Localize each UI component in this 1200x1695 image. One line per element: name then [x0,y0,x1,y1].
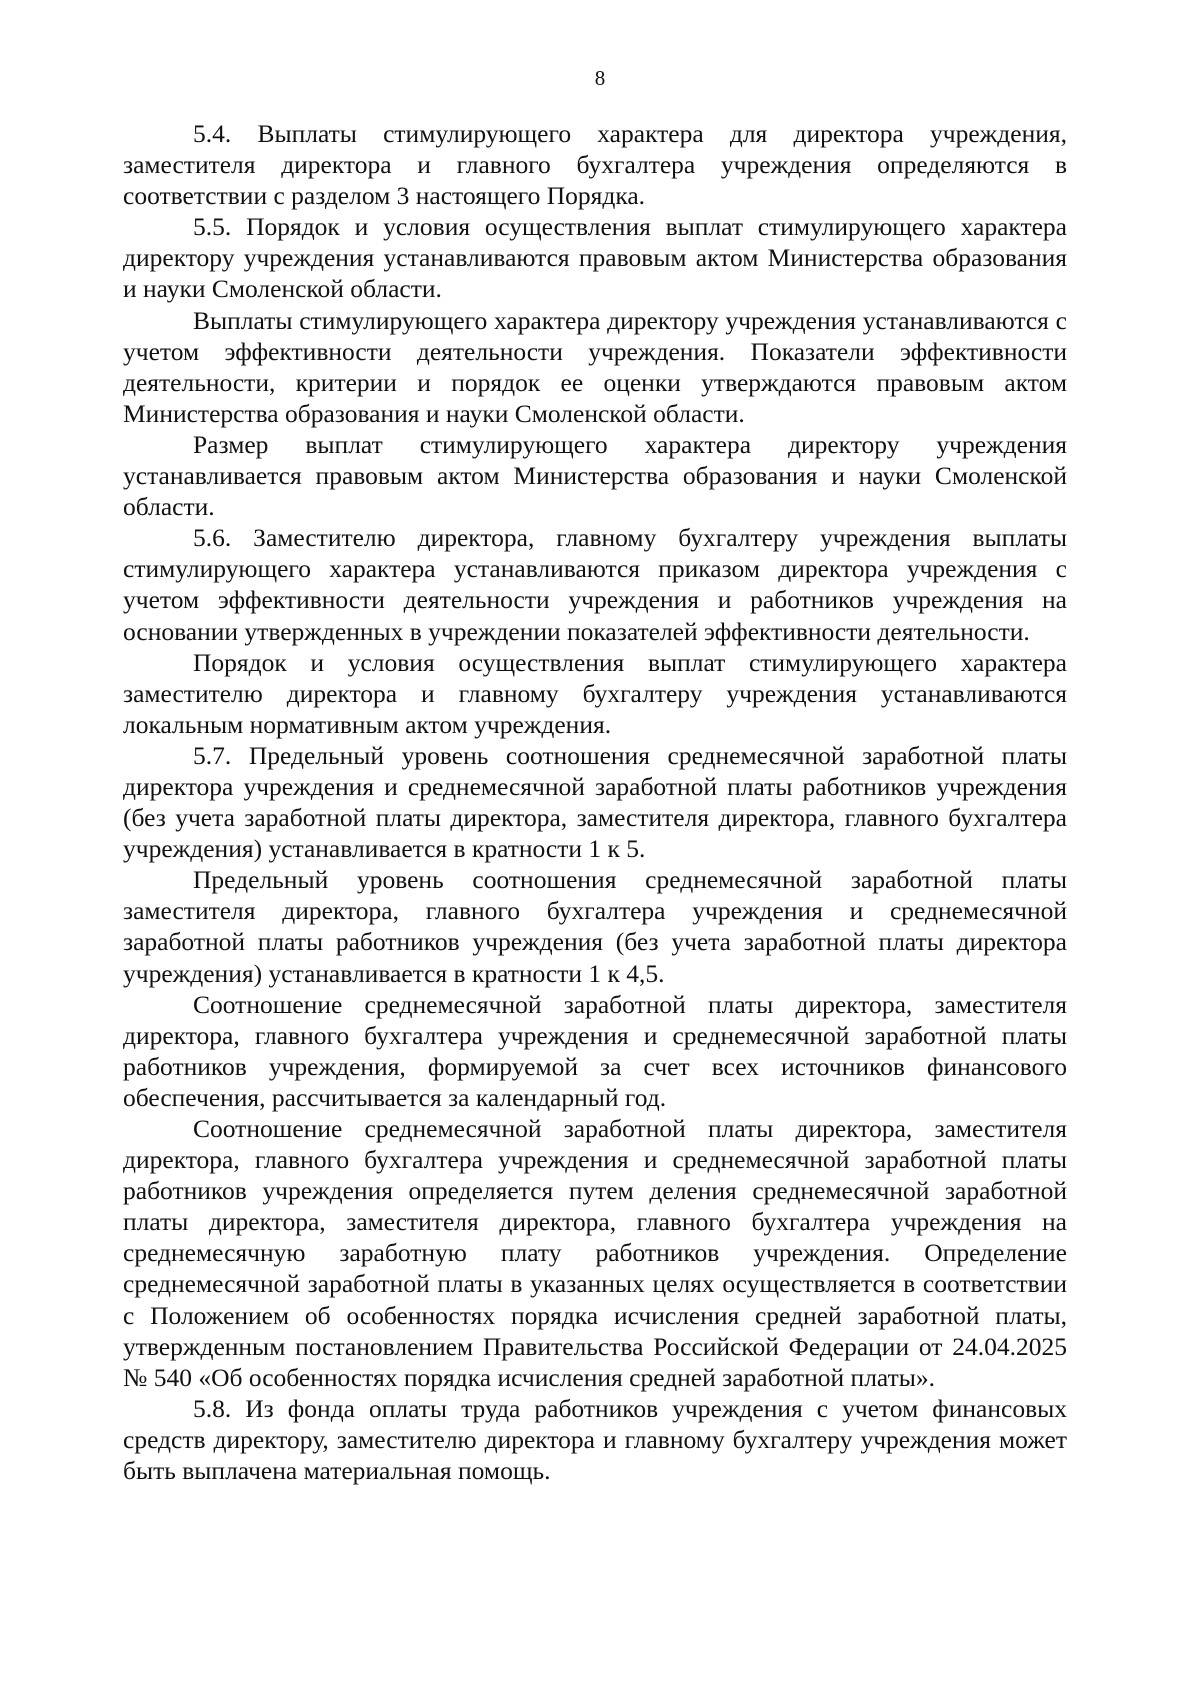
paragraph-5-7-ratio-method: Соотношение среднемесячной заработной платы директора, заместителя директора, главного бухгалтера учреждения и среднемесячной заработной платы работников учреждения определяется путем деления среднемесячной заработной платы директора, заместителя директора, главного бухгалтера учреждения на среднемесячную заработную плату работников учреждения. Определение среднемесячной заработной платы в указанных целях осуществляется в соответствии с Положением об особенностях порядка исчисления средней заработной платы, утвержденным постановлением Правительства Российской Федерации от 24.04.2025 № 540 «Об особенностях порядка исчисления средней заработной платы». [123,1114,1067,1392]
paragraph-5-6-procedure: Порядок и условия осуществления выплат стимулирующего характера заместителю директора и главному бухгалтеру учреждения устанавливаются локальным нормативным актом учреждения. [123,647,1067,739]
paragraph-5-6: 5.6. Заместителю директора, главному бухгалтеру учреждения выплаты стимулирующего характера устанавливаются приказом директора учреждения с учетом эффективности деятельности учреждения и работников учреждения на основании утвержденных в учреждении показателей эффективности деятельности. [123,523,1067,646]
paragraph-5-4: 5.4. Выплаты стимулирующего характера для директора учреждения, заместителя директора и главного бухгалтера учреждения определяются в соответствии с разделом 3 настоящего Порядка. [123,119,1067,211]
paragraph-5-8: 5.8. Из фонда оплаты труда работников учреждения с учетом финансовых средств директору, заместителю директора и главному бухгалтеру учреждения может быть выплачена материальная помощь. [123,1393,1067,1486]
document-body [123,118,1067,1486]
paragraph-5-7-ratio-period: Соотношение среднемесячной заработной платы директора, заместителя директора, главного бухгалтера учреждения и среднемесячной заработной платы работников учреждения, формируемой за счет всех источников финансового обеспечения, рассчитывается за календарный год. [123,989,1067,1112]
page-number: 8 [594,66,606,90]
paragraph-5-5: 5.5. Порядок и условия осуществления выплат стимулирующего характера директору учреждения устанавливаются правовым актом Министерства образования и науки Смоленской области. [123,212,1067,304]
paragraph-5-5-payments: Выплаты стимулирующего характера директору учреждения устанавливаются с учетом эффективности деятельности учреждения. Показатели эффективности деятельности, критерии и порядок ее оценки утверждаются правовым актом Министерства образования и науки Смоленской области. [123,305,1067,428]
paragraph-5-5-amount: Размер выплат стимулирующего характера директору учреждения устанавливается правовым актом Министерства образования и науки Смоленской области. [123,429,1067,522]
paragraph-5-7-deputy-ratio: Предельный уровень соотношения среднемесячной заработной платы заместителя директора, главного бухгалтера учреждения и среднемесячной заработной платы работников учреждения (без учета заработной платы директора учреждения) устанавливается в кратности 1 к 4,5. [123,865,1067,988]
paragraph-5-7: 5.7. Предельный уровень соотношения среднемесячной заработной платы директора учреждения и среднемесячной заработной платы работников учреждения (без учета заработной платы директора, заместителя директора, главного бухгалтера учреждения) устанавливается в кратности 1 к 5. [123,740,1067,864]
